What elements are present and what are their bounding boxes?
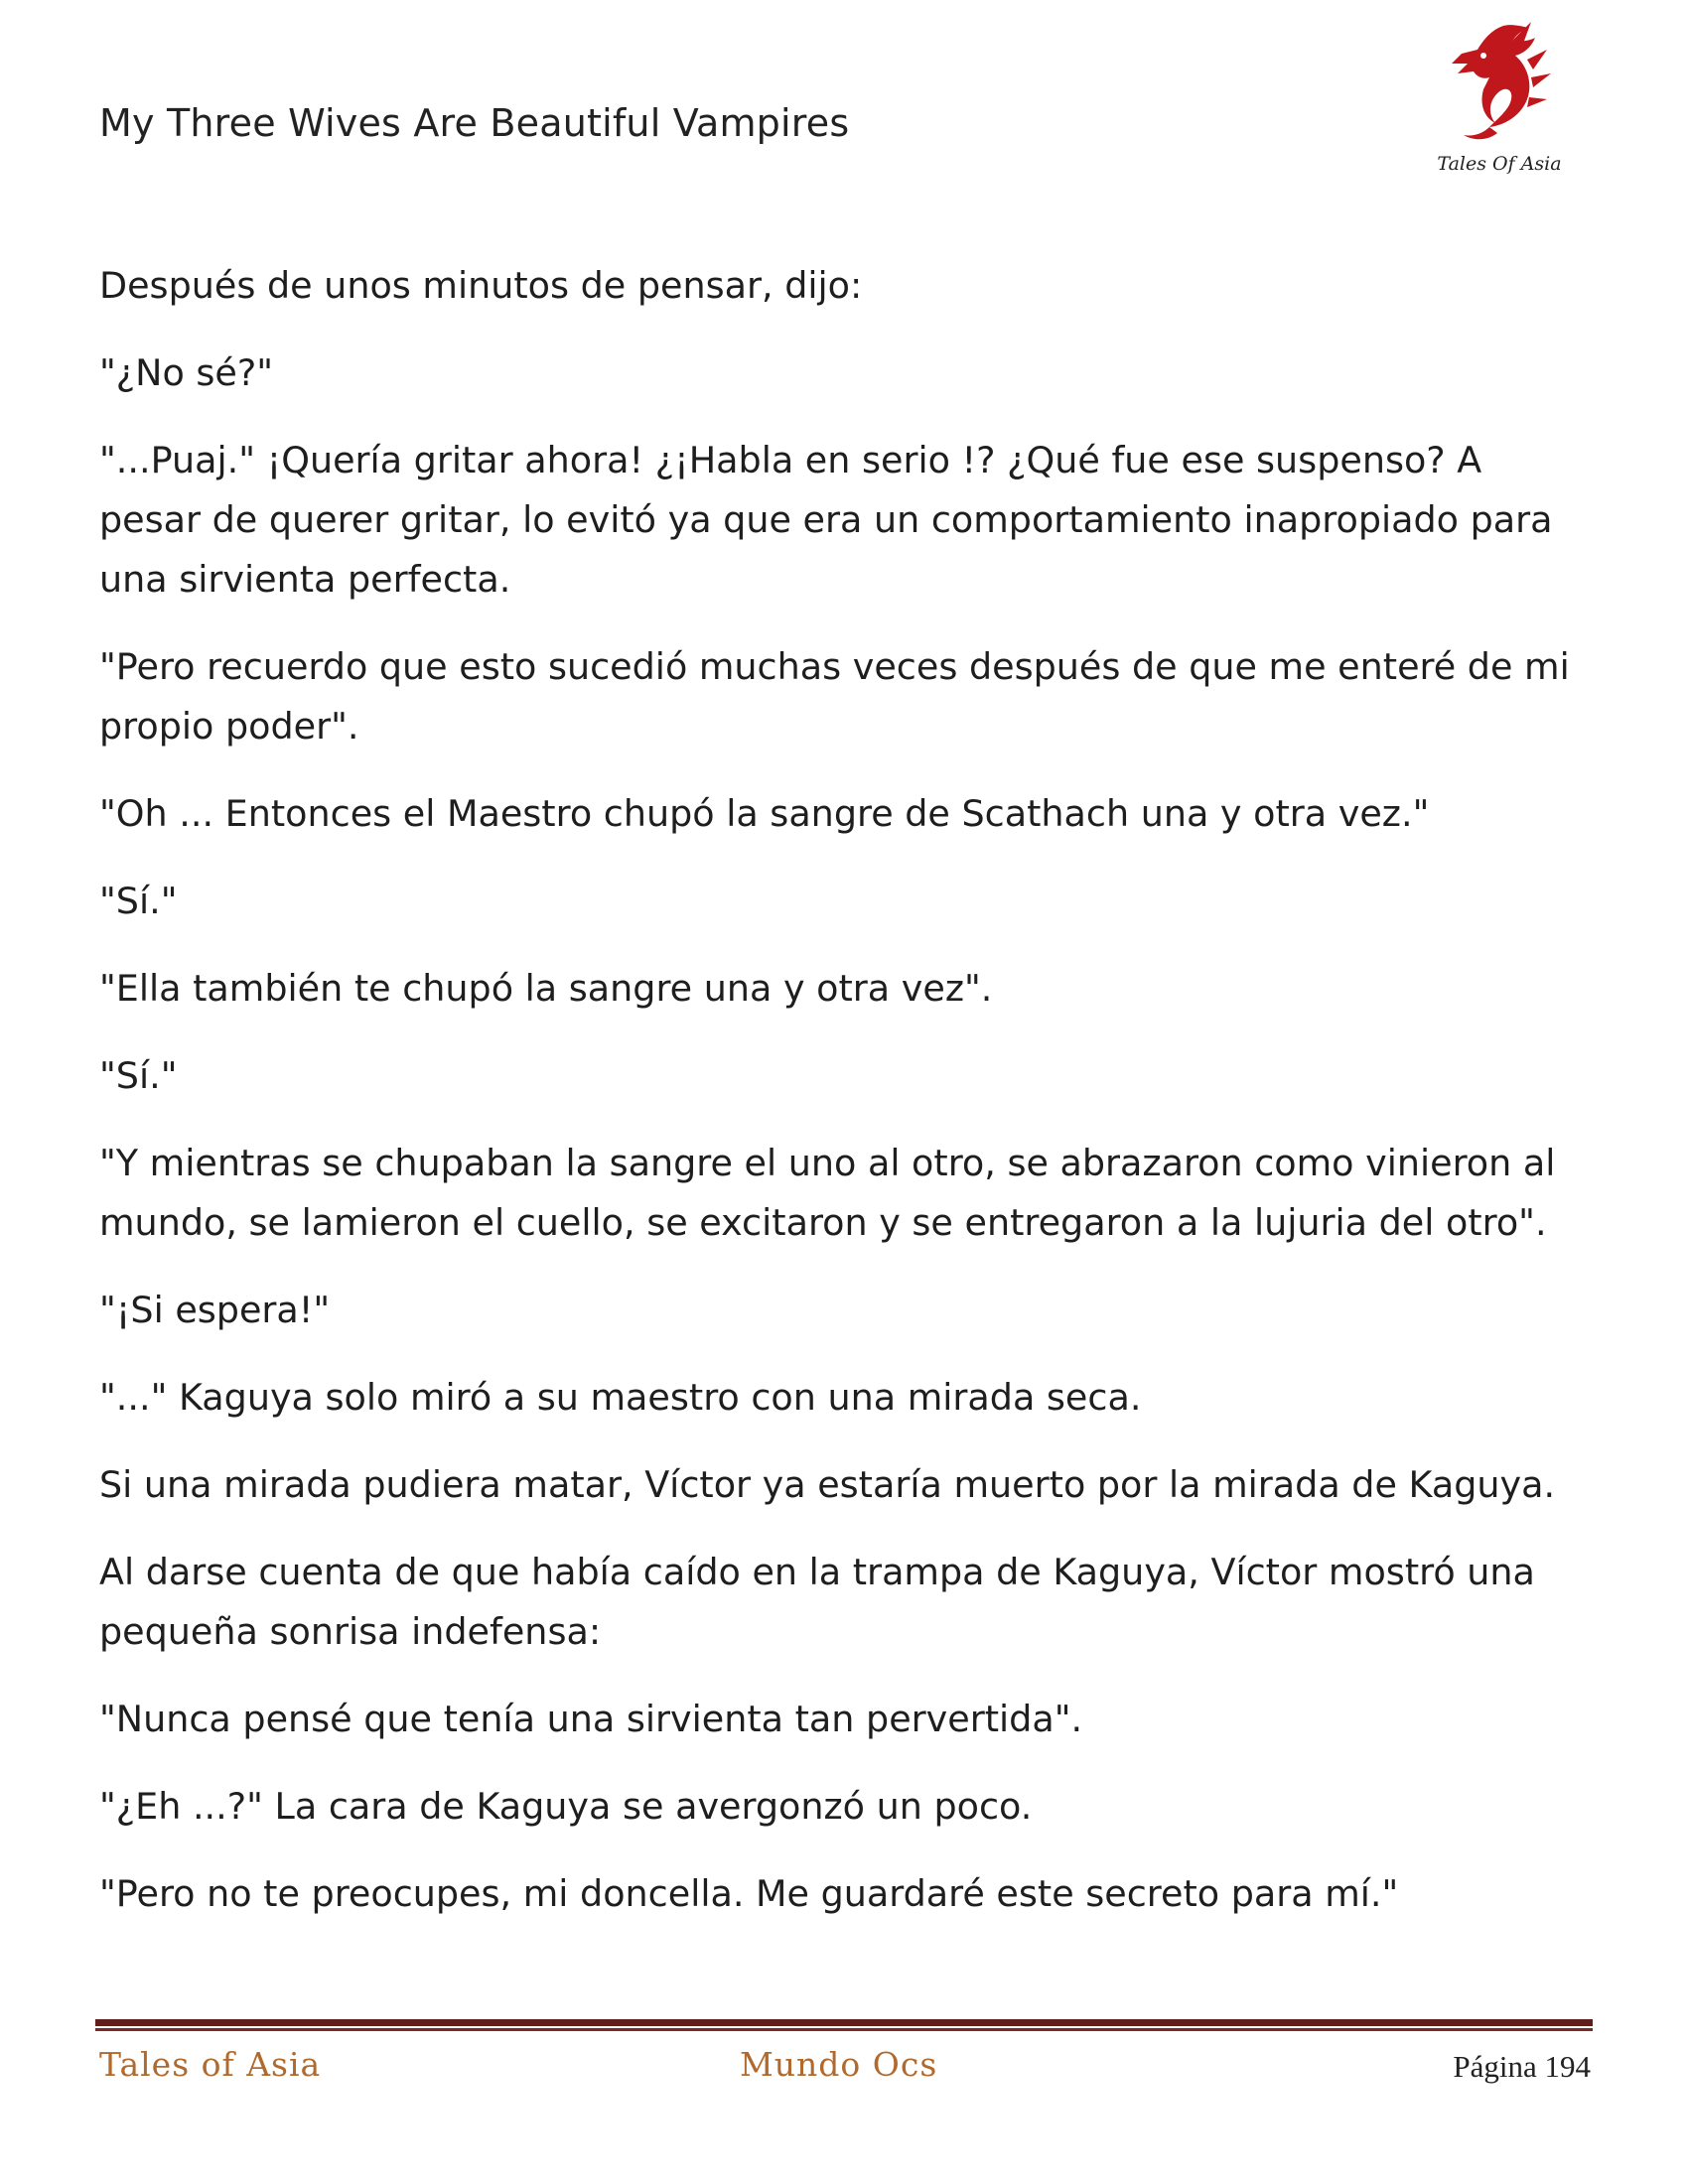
paragraph: "Y mientras se chupaban la sangre el uno al otro, se abrazaron como vinieron al mundo, se lamieron el cuello, se excitaron y se entregaron a la lujuria del otro". [99, 1142, 1556, 1244]
footer-left-text: Tales of Asia [99, 2045, 322, 2084]
paragraph: "..." Kaguya solo miró a su maestro con una mirada seca. [99, 1376, 1142, 1419]
paragraph: Si una mirada pudiera matar, Víctor ya estaría muerto por la mirada de Kaguya. [99, 1463, 1556, 1506]
footer-divider [95, 2019, 1593, 2031]
footer-divider-thick [95, 2019, 1593, 2026]
header-title: My Three Wives Are Beautiful Vampires [99, 101, 850, 145]
paragraph: Después de unos minutos de pensar, dijo: [99, 264, 863, 307]
paragraph: Al darse cuenta de que había caído en la trampa de Kaguya, Víctor mostró una pequeña sonrisa indefensa: [99, 1551, 1535, 1653]
logo-text: Tales Of Asia [1437, 153, 1562, 175]
paragraph: "Sí." [99, 1054, 178, 1097]
paragraph: "Sí." [99, 880, 178, 922]
paragraph: "...Puaj." ¡Quería gritar ahora! ¿¡Habla en serio !? ¿Qué fue ese suspenso? A pesar de querer gritar, lo evitó ya que era un comportamiento inapropiado para una sirvienta perfecta. [99, 439, 1553, 601]
paragraph: "Pero recuerdo que esto sucedió muchas veces después de que me enteré de mi propio poder". [99, 645, 1570, 748]
footer-divider-thin [95, 2028, 1593, 2031]
red-dragon-icon [1444, 20, 1553, 147]
paragraph: "¡Si espera!" [99, 1289, 331, 1331]
paragraph: "¿No sé?" [99, 351, 274, 394]
page-number: Página 194 [1453, 2049, 1591, 2084]
paragraph: "Ella también te chupó la sangre una y otra vez". [99, 967, 993, 1010]
paragraph: "¿Eh ...?" La cara de Kaguya se avergonzó un poco. [99, 1785, 1033, 1828]
document-body [99, 256, 1589, 1952]
footer-center-text: Mundo Ocs [740, 2045, 938, 2084]
paragraph: "Nunca pensé que tenía una sirvienta tan pervertida". [99, 1698, 1083, 1740]
paragraph: "Pero no te preocupes, mi doncella. Me guardaré este secreto para mí." [99, 1872, 1399, 1915]
paragraph: "Oh ... Entonces el Maestro chupó la sangre de Scathach una y otra vez." [99, 792, 1430, 835]
publisher-logo [1430, 20, 1569, 179]
